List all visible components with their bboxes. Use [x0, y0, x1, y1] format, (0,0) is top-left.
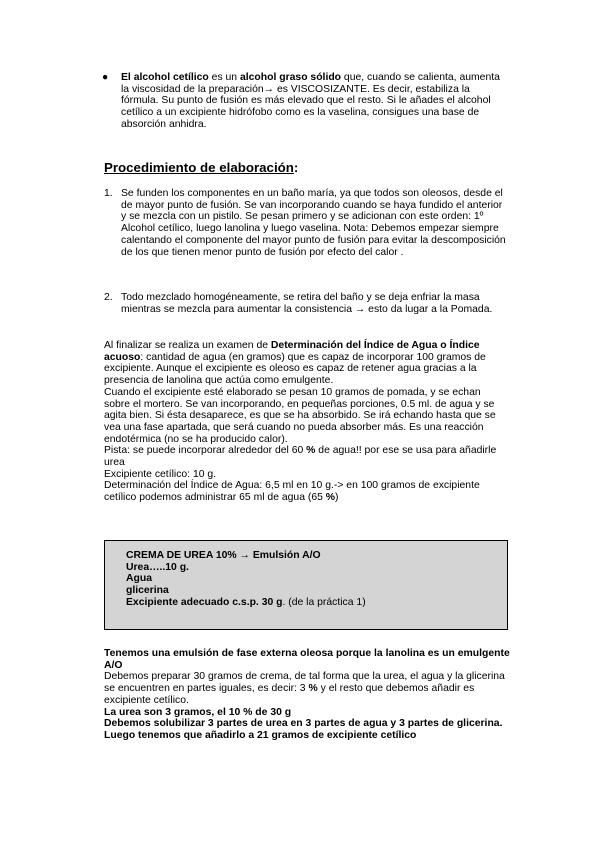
result-text-end: ): [335, 492, 339, 504]
urea-amount: La urea son 3 gramos, el 10 % de 30 g: [104, 706, 292, 718]
percent-sign: %: [325, 492, 336, 504]
alcohol-cetilico-bullet: [104, 72, 504, 131]
water-index-result: [104, 480, 509, 503]
step-2: [104, 292, 506, 315]
preparation-text: Debemos preparar 30 gramos de crema, de tal forma que la urea, el agua y la glicerina se encuentren en partes iguales, es decir: 3: [104, 671, 505, 695]
recipe-excipiente-bold: Excipiente adecuado c.s.p. 30 g: [126, 596, 283, 608]
section-heading-colon: :: [293, 160, 299, 175]
hint-paragraph: [104, 445, 509, 468]
recipe-title: CREMA DE UREA 10% → Emulsión A/O: [126, 550, 321, 561]
conclusion-section: [104, 648, 514, 742]
water-index-section: [104, 340, 509, 504]
hint-text-end: de agua!! por ese se usa para añadirle urea: [104, 445, 497, 469]
step-number: 2.: [104, 292, 113, 303]
excipient-weight: Excipiente cetílico: 10 g.: [104, 468, 217, 480]
preparation-text-end: y el resto que debemos añadir es excipiente cetílico.: [104, 683, 475, 706]
recipe-box-content: [126, 550, 366, 609]
add-excipient-instruction: Luego tenemos que añadirlo a 21 gramos de excipiente cetílico: [104, 729, 417, 741]
intro-rest: : cantidad de agua (en gramos) que es capaz de incorporar 100 gramos de excipiente. Aunque el excipiente es oleoso es capaz de retener agua gracias a la presencia de lanolina que actúa como emulgente.: [104, 351, 486, 387]
solubilize-instruction: Debemos solubilizar 3 partes de urea en 3 partes de agua y 3 partes de glicerina.: [104, 718, 503, 730]
recipe-line-agua: Agua: [126, 573, 152, 585]
term-alcohol-cetilico: El alcohol cetílico: [121, 72, 209, 83]
recipe-line-glicerina: glicerina: [126, 585, 169, 597]
preparation-paragraph: [104, 671, 514, 706]
result-text: Determinación del Índice de Agua: 6,5 ml en 10 g.-> en 100 gramos de excipiente cetílico podemos administrar 65 ml de agua (65: [104, 480, 480, 504]
term-alcohol-graso: alcohol graso sólido: [239, 72, 342, 83]
percent-sign: %: [306, 445, 316, 457]
percent-sign: %: [308, 683, 318, 695]
recipe-line-excipiente: [126, 597, 366, 609]
water-index-intro: [104, 340, 509, 387]
step-text: Todo mezclado homogéneamente, se retira del baño y se deja enfriar la masa mientras se mezcla para aumentar la consistencia → esto da lugar a la Pomada.: [121, 292, 493, 315]
water-index-term: Determinación del Índice de Agua o Índice acuoso: [104, 340, 480, 363]
bullet-text: [121, 72, 504, 131]
step-text: Se funden los componentes en un baño maría, ya que todos son oleosos, desde el de mayor punto de fusión. Se van incorporando cuando se haya fundido el anterior y se mezcla con un pistilo. Se pesan primero y se adicionan con este orden: 1º Alcohol cetílico, luego lanolina y luego vaselina. Nota: Debemos empezar siempre calentando el componente del mayor punto de fusión para evitar la descomposición de los que tienen menor punto de fusión por efecto del calor .: [121, 188, 506, 258]
step-1: [104, 188, 506, 258]
hint-text: Pista: se puede incorporar alrededor del 60: [104, 445, 307, 457]
intro-text: Al finalizar se realiza un examen de: [104, 340, 271, 351]
bullet-text-part: que, cuando se calienta, aumenta la viscosidad de la preparación→ es VISCOSIZANTE. Es decir, estabiliza la fórmula. Su punto de fusión es más elevado que el resto. Si le añades el alcohol cetílico a un excipiente hidrófobo como es la vaselina, consigues una base de absorción anhidra.: [121, 72, 500, 130]
section-heading-text: Procedimiento de elaboración: [104, 160, 294, 175]
recipe-excipiente-note: . (de la práctica 1): [282, 596, 366, 608]
recipe-box: [104, 540, 508, 630]
section-heading: [104, 160, 298, 176]
bullet-dot-icon: ●: [102, 72, 109, 83]
recipe-line-urea: Urea…..10 g.: [126, 561, 189, 573]
step-number: 1.: [104, 188, 113, 199]
emulsion-statement: Tenemos una emulsión de fase externa oleosa porque la lanolina es un emulgente A/O: [104, 648, 510, 671]
bullet-text-part: es un: [208, 72, 240, 83]
procedure-paragraph: Cuando el excipiente esté elaborado se pesan 10 gramos de pomada, y se echan sobre el mortero. Se van incorporando, en pequeñas porciones, 0.5 ml. de agua y se agita bien. Si ésta desaparece, es que se ha absorbido. Se irá echando hasta que se vea una fase apartada, que será cuando no pueda absorber más. Es una reacción endotérmica (no se ha producido calor).: [104, 386, 496, 445]
